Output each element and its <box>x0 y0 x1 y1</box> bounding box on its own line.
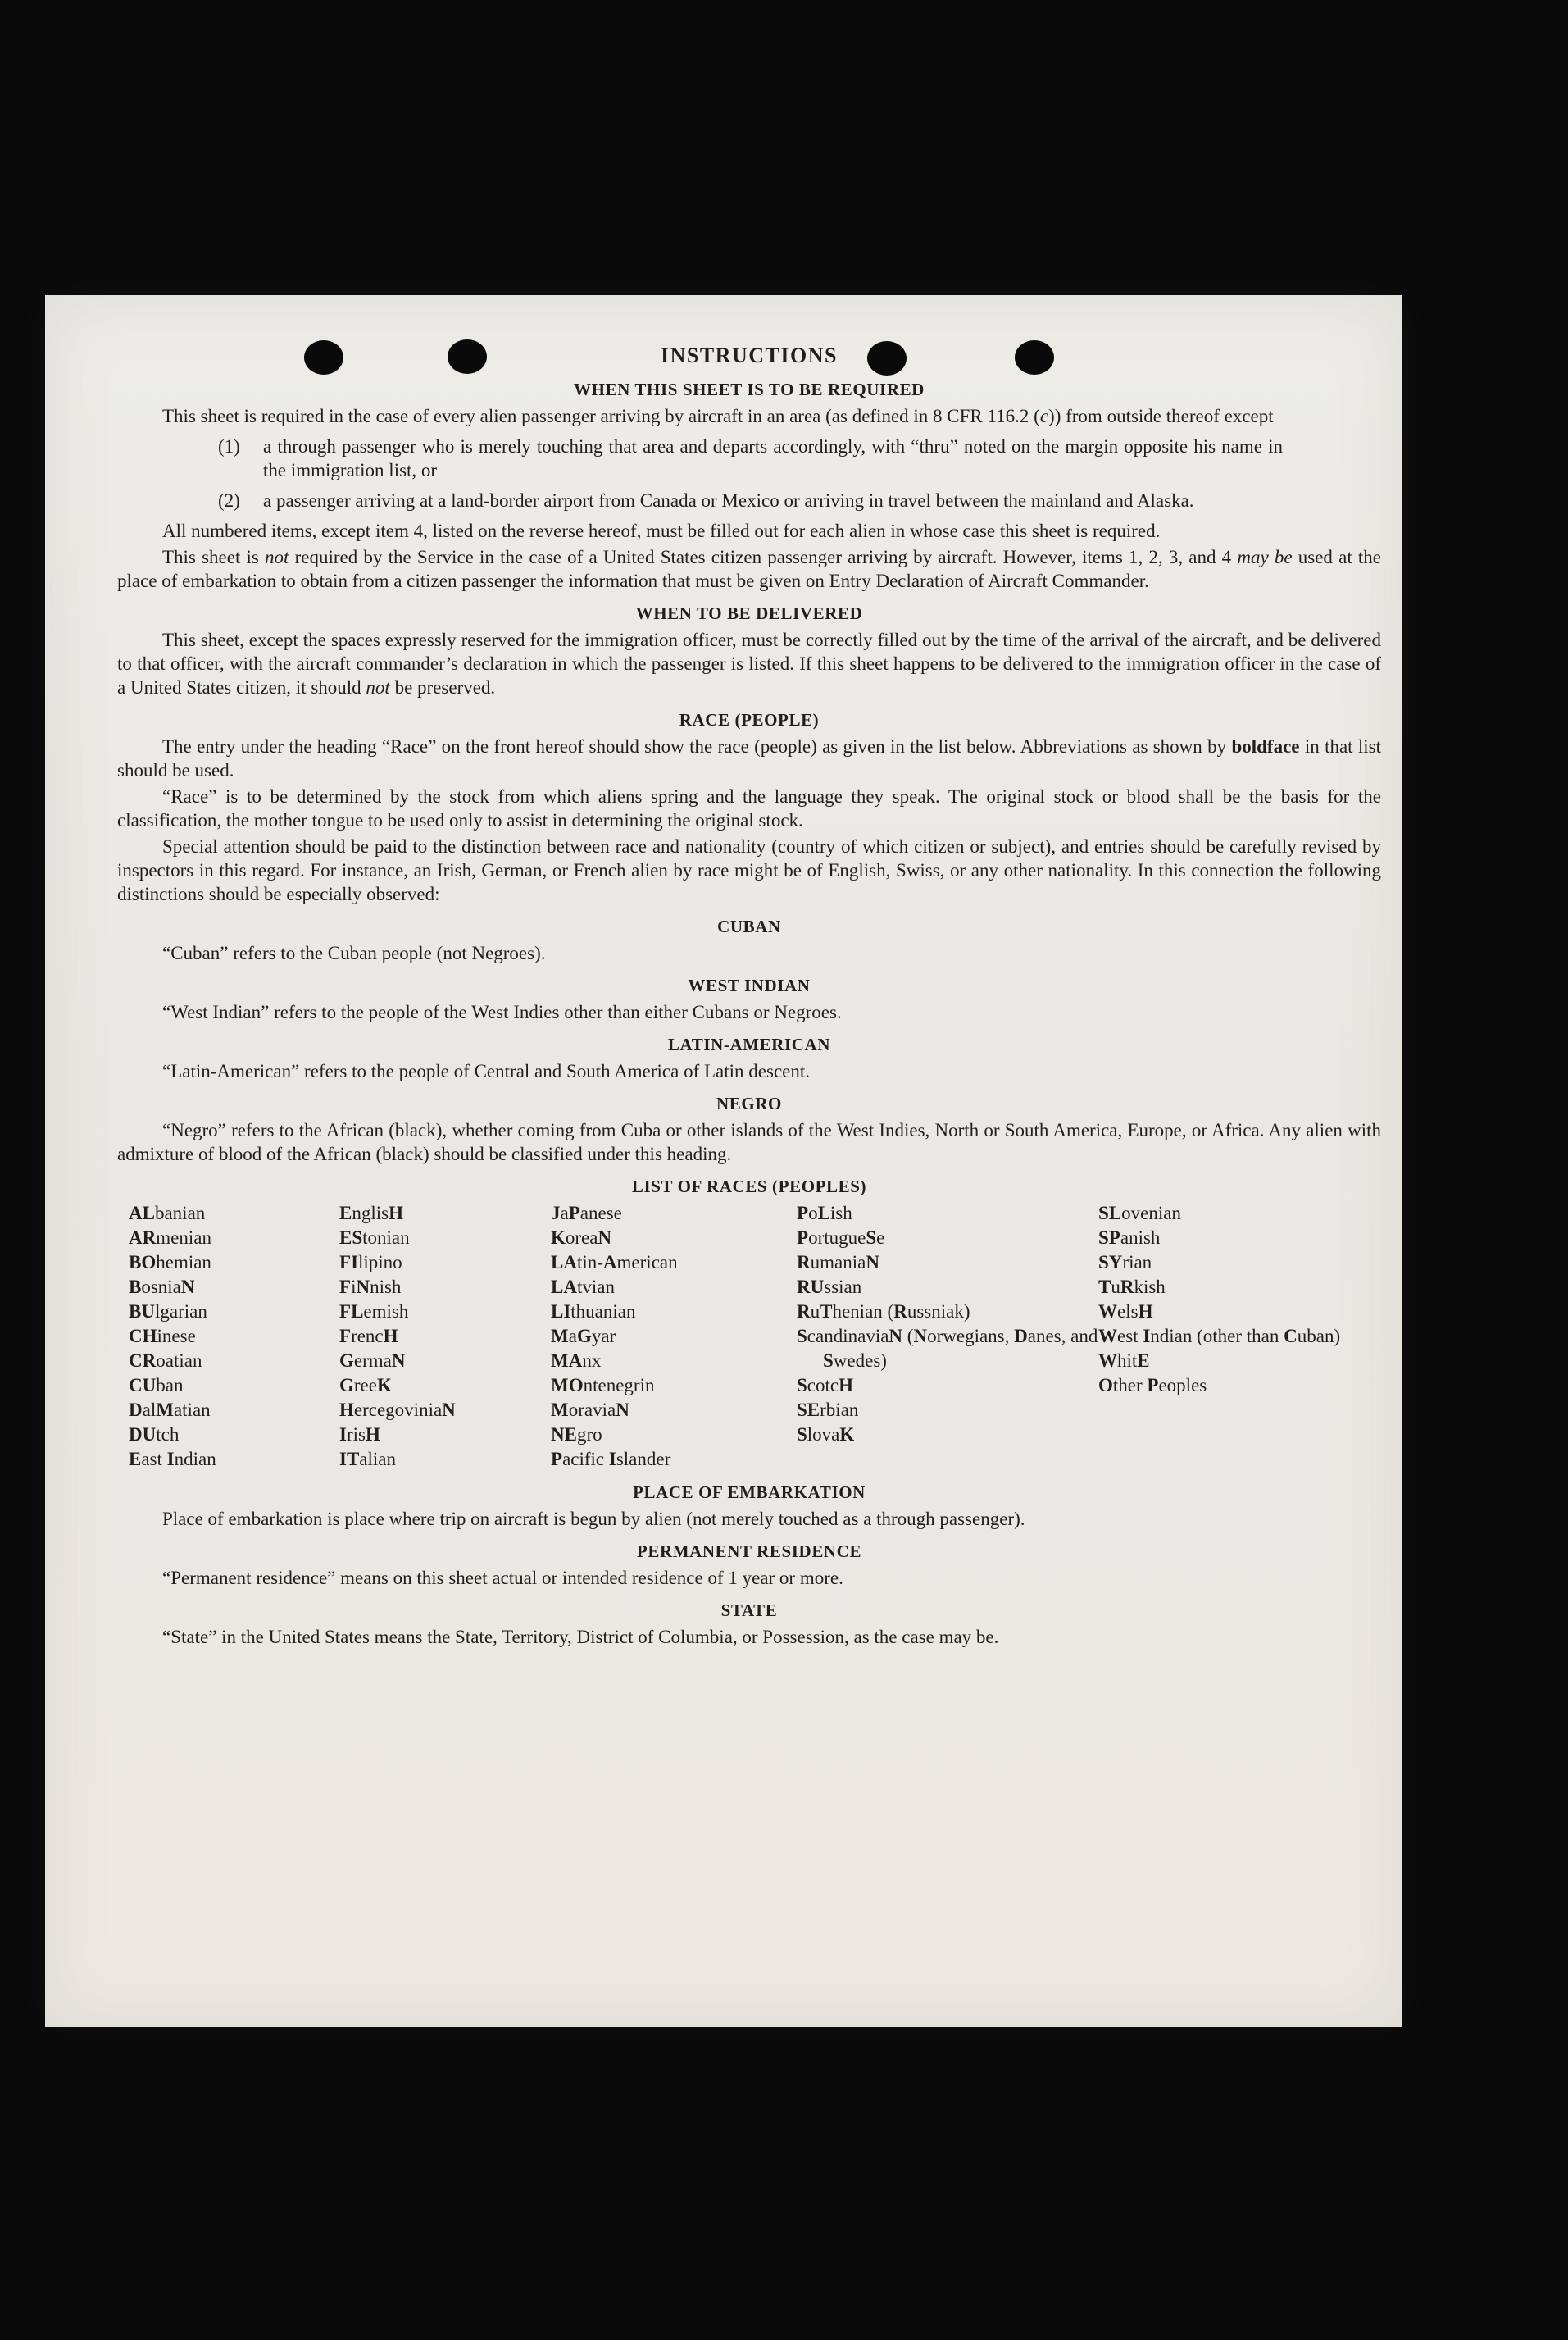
race-item: WelsH <box>1098 1301 1153 1322</box>
heading-negro: NEGRO <box>716 1094 782 1113</box>
heading-list-of-races: LIST OF RACES (PEOPLES) <box>631 1177 867 1196</box>
race-item: DalMatian <box>129 1400 211 1420</box>
race-item: MAnx <box>551 1350 602 1371</box>
para-state: “State” in the United States means the State, Territory, District of Columbia, or Possession, as the case may be. <box>162 1627 999 1647</box>
heading-permanent-residence: PERMANENT RESIDENCE <box>636 1541 862 1561</box>
race-item: CHinese <box>129 1326 196 1346</box>
para-embarkation: Place of embarkation is place where trip on aircraft is begun by alien (not merely touched as a through passenger). <box>162 1509 1025 1529</box>
race-item: SYrian <box>1098 1252 1152 1272</box>
race-item: LIthuanian <box>551 1301 636 1322</box>
numbered-item-1 <box>218 435 1381 482</box>
race-item: TuRkish <box>1098 1277 1166 1297</box>
race-item: PortugueSe <box>797 1227 885 1248</box>
race-item: West Indian (other than Cuban) <box>1098 1326 1341 1346</box>
races-column-1 <box>129 1201 339 1472</box>
item-text: a through passenger who is merely touching that area and departs accordingly, with “thru” noted on the margin opposite his name in the immigration list, or <box>263 436 1283 480</box>
para-required-intro: This sheet is required in the case of every alien passenger arriving by aircraft in an area (as defined in 8 CFR 116.2 (c)) from outside thereof except <box>162 406 1274 426</box>
race-item: PoLish <box>797 1203 852 1223</box>
race-item: HercegoviniaN <box>339 1400 456 1420</box>
race-item: FiNnish <box>339 1277 402 1297</box>
race-item: ALbanian <box>129 1203 206 1223</box>
race-item: CUban <box>129 1375 184 1395</box>
para-negro: “Negro” refers to the African (black), whether coming from Cuba or other islands of the West Indies, North or South America, Europe, or Africa. Any alien with admixture of blood of the African (black) should be classified under this heading. <box>117 1120 1381 1164</box>
race-item: EStonian <box>339 1227 410 1248</box>
para-latin-american: “Latin-American” refers to the people of Central and South America of Latin descent. <box>162 1061 810 1081</box>
race-item: MoraviaN <box>551 1400 629 1420</box>
race-item: JaPanese <box>551 1203 622 1223</box>
race-item: BUlgarian <box>129 1301 207 1322</box>
race-item: ITalian <box>339 1449 396 1469</box>
races-column-2 <box>339 1201 551 1472</box>
race-item: KoreaN <box>551 1227 612 1248</box>
race-item: IrisH <box>339 1424 380 1445</box>
para-when-delivered: This sheet, except the spaces expressly reserved for the immigration officer, must be correctly filled out by the time of the arrival of the aircraft, and be delivered to that officer, with the aircraft commander’s declaration in which the passenger is listed. If this sheet happens to be delivered to the immigration officer in the case of a United States citizen, it should not be preserved. <box>117 630 1381 698</box>
race-item: ARmenian <box>129 1227 211 1248</box>
race-item: LAtvian <box>551 1277 615 1297</box>
document-title: INSTRUCTIONS <box>661 344 838 367</box>
race-item: EnglisH <box>339 1203 403 1223</box>
race-item: FIlipino <box>339 1252 402 1272</box>
race-item: RuThenian (Russniak) <box>797 1301 970 1322</box>
item-marker: (1) <box>218 436 240 457</box>
race-item: SLovenian <box>1098 1203 1181 1223</box>
race-item: DUtch <box>129 1424 180 1445</box>
race-item: East Indian <box>129 1449 216 1469</box>
race-item: SlovaK <box>797 1424 855 1445</box>
race-item: LAtin-American <box>551 1252 678 1272</box>
race-item: FrencH <box>339 1326 398 1346</box>
para-race-determined: “Race” is to be determined by the stock from which aliens spring and the language they speak. The original stock or blood shall be the basis for the classification, the mother tongue to be used only to assist in determining the original stock. <box>117 786 1381 831</box>
race-item: GermaN <box>339 1350 406 1371</box>
race-item: RumaniaN <box>797 1252 879 1272</box>
heading-cuban: CUBAN <box>717 917 781 936</box>
race-item: BosniaN <box>129 1277 195 1297</box>
race-item: MaGyar <box>551 1326 616 1346</box>
race-item: ScandinaviaN (Norwegians, Danes, and Swedes) <box>797 1326 1098 1371</box>
races-column-5 <box>1098 1201 1369 1472</box>
race-item: BOhemian <box>129 1252 211 1272</box>
races-column-4 <box>797 1201 1098 1472</box>
heading-west-indian: WEST INDIAN <box>688 976 811 995</box>
race-item: SPanish <box>1098 1227 1161 1248</box>
race-item: CRoatian <box>129 1350 202 1371</box>
race-item: SErbian <box>797 1400 859 1420</box>
race-item: GreeK <box>339 1375 392 1395</box>
race-item: RUssian <box>797 1277 862 1297</box>
numbered-item-2 <box>218 489 1381 512</box>
race-item: Pacific Islander <box>551 1449 671 1469</box>
item-text: a passenger arriving at a land-border airport from Canada or Mexico or arriving in travel between the mainland and Alaska. <box>263 490 1194 511</box>
race-item: MOntenegrin <box>551 1375 655 1395</box>
para-not-required: This sheet is not required by the Service in the case of a United States citizen passenger arriving by aircraft. However, items 1, 2, 3, and 4 may be used at the place of embarkation to obtain from a citizen passenger the information that must be given on Entry Declaration of Aircraft Commander. <box>117 547 1382 591</box>
para-race-nationality: Special attention should be paid to the distinction between race and nationality (country of which citizen or subject), and entries should be carefully revised by inspectors in this regard. For instance, an Irish, German, or French alien by race might be of English, Swiss, or any other nationality. In this connection the following distinctions should be especially observed: <box>117 836 1381 904</box>
races-list <box>117 1201 1381 1472</box>
para-residence: “Permanent residence” means on this sheet actual or intended residence of 1 year or more. <box>162 1568 843 1588</box>
race-item: NEgro <box>551 1424 602 1445</box>
race-item: Other Peoples <box>1098 1375 1207 1395</box>
para-race-entry: The entry under the heading “Race” on the front hereof should show the race (people) as given in the list below. Abbreviations as shown by boldface in that list should be used. <box>117 736 1382 781</box>
para-cuban: “Cuban” refers to the Cuban people (not Negroes). <box>162 943 546 963</box>
heading-latin-american: LATIN-AMERICAN <box>667 1035 831 1054</box>
document-content <box>45 295 1402 1651</box>
races-column-3 <box>551 1201 797 1472</box>
para-numbered-items: All numbered items, except item 4, listed on the reverse hereof, must be filled out for each alien in whose case this sheet is required. <box>162 521 1161 541</box>
document-page <box>45 295 1402 2027</box>
para-west-indian: “West Indian” refers to the people of the West Indies other than either Cubans or Negroes. <box>162 1002 842 1022</box>
heading-place-of-embarkation: PLACE OF EMBARKATION <box>633 1482 866 1502</box>
item-marker: (2) <box>218 490 240 511</box>
heading-state: STATE <box>720 1600 778 1620</box>
race-item: WhitE <box>1098 1350 1150 1371</box>
heading-when-required: WHEN THIS SHEET IS TO BE REQUIRED <box>574 380 925 399</box>
heading-race-people: RACE (PEOPLE) <box>679 710 820 730</box>
heading-when-delivered: WHEN TO BE DELIVERED <box>635 603 863 623</box>
race-item: ScotcH <box>797 1375 853 1395</box>
race-item: FLemish <box>339 1301 409 1322</box>
